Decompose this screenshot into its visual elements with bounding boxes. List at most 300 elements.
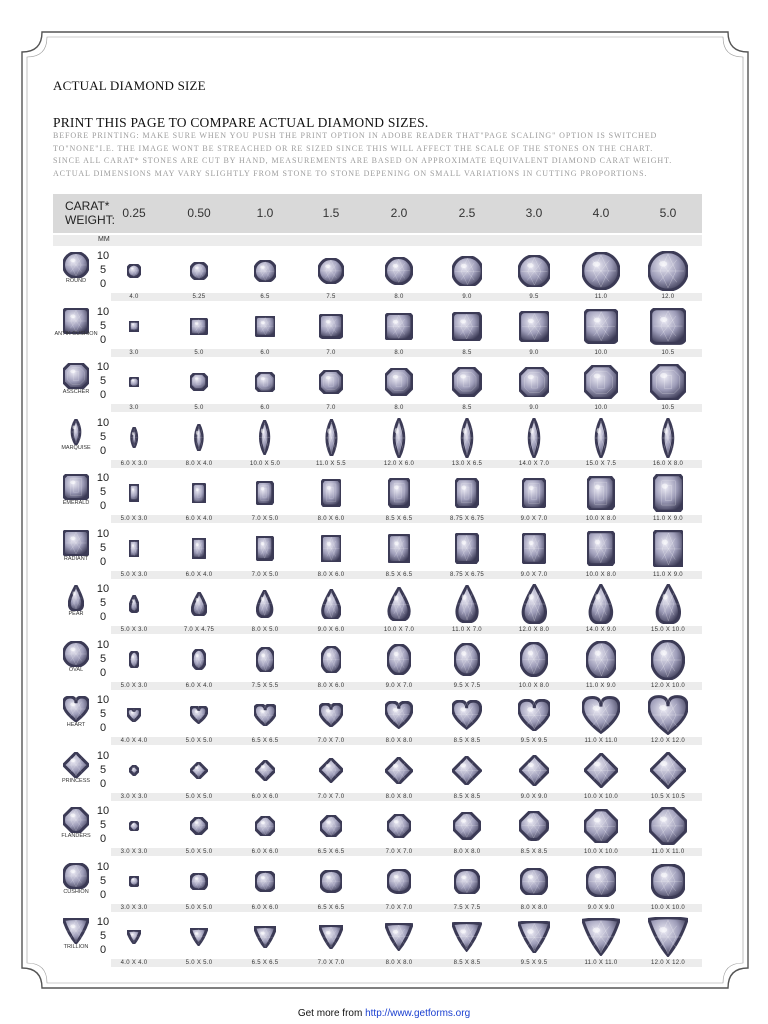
- scale-tick: 10: [96, 472, 110, 484]
- flanders-shape-icon: [61, 807, 91, 833]
- stone-dimension: 6.0 X 4.0: [185, 682, 213, 689]
- stone-dimension: 4.0 X 4.0: [120, 960, 148, 966]
- shape-row-heart: [53, 693, 702, 747]
- stone-dimension: 6.0: [260, 349, 270, 356]
- oval-stone: [651, 640, 684, 680]
- heart-stone: [127, 708, 141, 722]
- flanders-stone: [387, 814, 411, 838]
- radiant-stone: [321, 535, 342, 563]
- stone-dimension: 12.0 X 10.0: [651, 682, 685, 689]
- shape-row-emerald: [53, 471, 702, 525]
- oval-stone: [586, 641, 617, 679]
- stone-dimension: 7.0 X 7.0: [317, 960, 345, 966]
- stone-dimension: 4.0: [129, 294, 139, 300]
- stone-dimension: 5.0 X 5.0: [185, 960, 213, 966]
- radiant-stone: [256, 536, 273, 560]
- pear-stone: [256, 590, 273, 618]
- round-stone: [385, 257, 413, 285]
- stone-dimension: 9.0 X 7.0: [520, 571, 548, 578]
- stone-dimension: 6.0: [260, 405, 270, 411]
- stone-dimension: 15.0 X 7.5: [585, 460, 617, 467]
- footer-link[interactable]: http://www.getforms.org: [365, 1008, 471, 1019]
- scale-tick: 0: [99, 777, 107, 790]
- heart-stone: [648, 695, 688, 735]
- stone-dimension: 8.0: [394, 294, 404, 300]
- stone-dimension: 3.0: [129, 405, 139, 411]
- stone-dimension: 4.0 X 4.0: [120, 738, 148, 744]
- stone-dimension: 11.0 X 9.0: [586, 682, 616, 689]
- stone-dimension: 7.0 X 7.0: [317, 738, 345, 744]
- printing-notes: [53, 130, 703, 180]
- antik-stone: [255, 316, 276, 337]
- shape-row-flanders: [53, 804, 702, 858]
- stone-dimension: 6.0 X 4.0: [185, 516, 213, 522]
- scale-tick: 10: [96, 583, 110, 595]
- stone-dimension: 9.0 X 9.0: [587, 904, 615, 911]
- stone-dimension: 7.0 X 4.75: [183, 627, 215, 633]
- asscher-stone: [650, 364, 686, 400]
- stone-dimension: 12.0: [661, 294, 675, 300]
- round-stone: [190, 262, 208, 280]
- stone-dimension: 11.0 X 9.0: [653, 516, 683, 522]
- scale-tick: 5: [99, 652, 107, 665]
- princess-stone: [650, 752, 686, 788]
- flanders-stone: [453, 812, 481, 840]
- stone-dimension: 8.5: [462, 405, 472, 411]
- heart-stone: [582, 696, 620, 734]
- marquise-stone: [524, 418, 544, 458]
- marquise-stone: [591, 418, 611, 458]
- stone-dimension: 8.0 X 6.0: [317, 516, 345, 522]
- princess-stone: [584, 753, 618, 787]
- stone-dimension: 5.0 X 5.0: [185, 738, 213, 744]
- shape-name: ROUND: [65, 278, 87, 284]
- stone-dimension: 9.0 X 7.0: [520, 516, 548, 522]
- stone-dimension: 6.5 X 6.5: [251, 738, 279, 744]
- shape-name: FLANDERS: [61, 833, 91, 839]
- mm-unit-bar: [53, 235, 702, 246]
- stone-dimension: 3.0: [129, 349, 139, 356]
- oval-stone: [192, 649, 206, 670]
- scale-tick: 0: [99, 278, 107, 290]
- stone-dimension: 8.75 X 6.75: [450, 571, 484, 578]
- shape-row-marquise: [53, 416, 702, 470]
- heart-stone: [254, 704, 276, 726]
- scale-tick: 10: [96, 250, 110, 262]
- stone-dimension: 8.5 X 8.5: [520, 849, 548, 855]
- emerald-stone: [522, 478, 546, 509]
- stone-dimension: 9.0 X 9.0: [520, 793, 548, 800]
- princess-stone: [319, 758, 343, 782]
- marquise-stone: [389, 418, 409, 458]
- stone-dimension: 8.5: [462, 349, 472, 356]
- princess-stone: [190, 762, 207, 779]
- stone-dimension: 9.0 X 7.0: [385, 682, 413, 689]
- carat-column-header: 2.0: [390, 206, 408, 220]
- oval-stone: [129, 651, 139, 668]
- shape-name: OVAL: [68, 666, 84, 673]
- radiant-stone: [455, 533, 478, 563]
- scale-tick: 0: [99, 333, 107, 346]
- stone-dimension: 10.5: [661, 405, 675, 411]
- stone-dimension: 10.0: [594, 405, 608, 411]
- asscher-shape-icon: [61, 363, 91, 389]
- scale-tick: 5: [99, 319, 107, 332]
- scale-tick: 5: [99, 264, 107, 276]
- mm-scale: [96, 860, 110, 902]
- oval-stone: [387, 644, 411, 675]
- stone-dimension: 10.0 X 10.0: [651, 904, 685, 911]
- note-line: ACTUAL DIMENSIONS MAY VARY SLIGHTLY FROM STONE TO STONE DEPENING ON SMALL VARIATIONS IN CUTTING PROPORTIONS.: [53, 168, 648, 178]
- marquise-stone: [192, 424, 206, 452]
- stone-dimension: 10.0 X 10.0: [584, 849, 618, 855]
- stone-dimension: 12.0 X 12.0: [651, 738, 685, 744]
- stone-dimension: 9.0 X 6.0: [317, 627, 345, 633]
- scale-tick: 5: [99, 930, 107, 942]
- trillion-stone: [648, 917, 688, 957]
- marquise-stone: [457, 418, 477, 458]
- asscher-stone: [452, 367, 481, 396]
- mm-scale: [96, 638, 110, 680]
- stone-dimension: 11.0 X 11.0: [584, 738, 618, 744]
- emerald-stone: [455, 478, 478, 508]
- stone-dimension: 12.0 X 12.0: [651, 960, 685, 966]
- mm-scale: [96, 527, 110, 569]
- cushion-stone: [651, 864, 685, 898]
- page-title: ACTUAL DIAMOND SIZE: [53, 78, 206, 93]
- shape-name: RADIANT: [63, 555, 89, 562]
- round-stone: [648, 251, 688, 291]
- stone-dimension: 11.0 X 11.0: [584, 960, 618, 966]
- antik-stone: [319, 314, 343, 338]
- stone-dimension: 7.0: [326, 349, 336, 356]
- emerald-stone: [129, 484, 139, 501]
- stone-dimension: 6.0 X 6.0: [251, 904, 279, 911]
- heart-shape-icon: [61, 696, 91, 722]
- stone-dimension: 8.5 X 6.5: [385, 571, 413, 578]
- radiant-shape-icon: [61, 530, 91, 556]
- antik-stone: [452, 312, 481, 341]
- scale-tick: 10: [96, 916, 110, 928]
- pear-stone: [455, 585, 479, 623]
- stone-dimension: 11.0 X 9.0: [653, 571, 683, 578]
- stone-dimension: 5.0 X 5.0: [185, 849, 213, 855]
- stone-dimension: 5.0 X 3.0: [120, 516, 148, 522]
- stone-dimension: 12.0 X 6.0: [383, 460, 415, 467]
- princess-stone: [129, 765, 139, 775]
- pear-stone: [588, 584, 614, 624]
- marquise-stone: [256, 420, 273, 454]
- princess-stone: [385, 757, 413, 785]
- scale-tick: 5: [99, 708, 107, 720]
- flanders-stone: [519, 811, 548, 840]
- scale-tick: 0: [99, 722, 107, 734]
- cushion-stone: [320, 870, 342, 892]
- shape-row-antik: [53, 305, 702, 359]
- flanders-stone: [190, 817, 207, 834]
- cushion-stone: [190, 873, 207, 890]
- pear-stone: [387, 587, 411, 621]
- stone-dimension: 6.0 X 6.0: [251, 793, 279, 800]
- stone-dimension: 6.5 X 6.5: [317, 849, 345, 855]
- asscher-stone: [190, 373, 207, 390]
- stone-dimension: 16.0 X 8.0: [652, 460, 684, 467]
- asscher-stone: [129, 377, 139, 387]
- stone-dimension: 8.0 X 6.0: [317, 571, 345, 578]
- carat-column-header: 2.5: [458, 206, 476, 220]
- heart-stone: [452, 700, 481, 729]
- stone-dimension: 6.5 X 6.5: [251, 960, 279, 966]
- stone-dimension: 6.5 X 6.5: [317, 904, 345, 911]
- carat-column-header: 0.50: [187, 206, 211, 220]
- round-stone: [318, 258, 344, 284]
- stone-dimension: 7.0 X 7.0: [385, 904, 413, 911]
- stone-dimension: 8.0 X 8.0: [385, 793, 413, 800]
- stone-dimension: 8.5 X 8.5: [453, 793, 481, 800]
- cushion-stone: [586, 866, 617, 897]
- princess-stone: [255, 760, 276, 781]
- scale-tick: 0: [99, 666, 107, 679]
- round-stone: [518, 255, 551, 288]
- stone-dimension: 10.0 X 8.0: [585, 571, 617, 578]
- round-shape-icon: [61, 252, 91, 278]
- mm-scale: [96, 360, 110, 402]
- pear-stone: [129, 595, 139, 612]
- scale-tick: 0: [99, 944, 107, 956]
- stone-dimension: 5.0 X 3.0: [120, 627, 148, 633]
- heart-stone: [518, 699, 551, 732]
- princess-stone: [452, 756, 481, 785]
- scale-tick: 10: [96, 694, 110, 706]
- carat-column-header: 5.0: [659, 206, 677, 220]
- trillion-stone: [452, 922, 481, 951]
- trillion-stone: [582, 918, 620, 956]
- note-line: TO"NONE"I.E. THE IMAGE WONT BE STREACHED OR RE SIZED SINCE THIS WILL AFFECT THE SCALE OF THE STONES ON THE CHART.: [53, 143, 654, 153]
- emerald-shape-icon: [61, 474, 91, 500]
- mm-scale: [96, 249, 110, 291]
- carat-weight-header: [53, 194, 702, 233]
- trillion-shape-icon: [61, 918, 91, 944]
- stone-dimension: 9.0: [462, 294, 472, 300]
- scale-tick: 0: [99, 611, 107, 623]
- asscher-stone: [519, 367, 550, 398]
- round-stone: [254, 260, 276, 282]
- mm-scale: [96, 305, 110, 347]
- stone-dimension: 6.0 X 4.0: [185, 571, 213, 578]
- flanders-stone: [320, 815, 342, 837]
- mm-scale: [96, 582, 110, 624]
- scale-tick: 10: [96, 638, 110, 651]
- scale-tick: 0: [99, 833, 107, 845]
- mm-scale: [96, 416, 110, 458]
- cushion-stone: [454, 869, 480, 895]
- footer-prefix: Get more from: [297, 1008, 363, 1019]
- scale-tick: 5: [99, 375, 107, 387]
- scale-tick: 10: [96, 416, 110, 429]
- stone-dimension: 8.0 X 8.0: [385, 960, 413, 966]
- shape-row-round: [53, 249, 702, 303]
- stone-dimension: 8.0 X 5.0: [251, 627, 279, 633]
- note-line: BEFORE PRINTING: MAKE SURE WHEN YOU PUSH THE PRINT OPTION IN ADOBE READER THAT"PAGE SCALING" OPTION IS SWITCHED: [53, 131, 658, 140]
- stone-dimension: 6.5: [260, 294, 270, 300]
- stone-dimension: 8.0: [394, 349, 404, 356]
- heart-stone: [190, 706, 207, 723]
- scale-tick: 0: [99, 444, 107, 457]
- pear-stone: [655, 584, 682, 624]
- heart-stone: [319, 703, 343, 727]
- pear-stone: [521, 584, 548, 624]
- emerald-stone: [587, 476, 615, 510]
- stone-dimension: 10.0 X 7.0: [383, 627, 415, 633]
- trillion-stone: [254, 926, 276, 948]
- stone-dimension: 7.0 X 5.0: [251, 516, 279, 522]
- emerald-stone: [653, 474, 684, 512]
- scale-tick: 0: [99, 888, 107, 901]
- scale-tick: 10: [96, 361, 110, 373]
- shape-name: ANTIK CUSHION: [54, 330, 98, 337]
- stone-dimension: 9.5 X 9.5: [520, 960, 548, 966]
- shape-name: TRILLION: [63, 944, 89, 950]
- shape-row-radiant: [53, 527, 702, 581]
- stone-dimension: 8.0 X 4.0: [185, 460, 213, 467]
- shape-name: CUSHION: [63, 888, 89, 895]
- stone-dimension: 8.5 X 6.5: [385, 516, 413, 522]
- mm-unit-label: MM: [98, 236, 110, 243]
- shape-row-oval: [53, 638, 702, 692]
- oval-shape-icon: [61, 641, 91, 667]
- shape-row-pear: [53, 582, 702, 636]
- heart-stone: [385, 701, 413, 729]
- radiant-stone: [653, 530, 684, 568]
- marquise-stone: [658, 418, 678, 458]
- emerald-stone: [192, 483, 206, 504]
- stone-dimension: 10.0 X 8.0: [585, 516, 617, 522]
- shape-row-trillion: [53, 915, 702, 969]
- antik-stone: [650, 308, 686, 344]
- radiant-stone: [192, 538, 206, 559]
- carat-column-header: 1.5: [322, 206, 340, 220]
- scale-tick: 0: [99, 555, 107, 568]
- scale-tick: 5: [99, 597, 107, 609]
- shape-row-princess: [53, 749, 702, 803]
- stone-dimension: 9.0: [529, 405, 539, 411]
- oval-stone: [454, 643, 480, 676]
- trillion-stone: [518, 921, 551, 954]
- asscher-stone: [584, 365, 618, 399]
- stone-dimension: 15.0 X 10.0: [651, 627, 685, 633]
- stone-dimension: 7.5 X 7.5: [453, 904, 481, 911]
- pear-shape-icon: [61, 585, 91, 611]
- scale-tick: 5: [99, 763, 107, 776]
- marquise-shape-icon: [61, 419, 91, 445]
- stone-dimension: 7.0 X 5.0: [251, 571, 279, 578]
- stone-dimension: 8.0 X 8.0: [520, 904, 548, 911]
- stone-dimension: 10.0 X 10.0: [584, 793, 618, 800]
- emerald-stone: [256, 481, 273, 505]
- carat-column-header: 4.0: [592, 206, 610, 220]
- princess-shape-icon: [61, 752, 91, 778]
- stone-dimension: 5.0 X 3.0: [120, 571, 148, 578]
- trillion-stone: [127, 930, 141, 944]
- stone-dimension: 11.0 X 11.0: [651, 849, 685, 855]
- mm-scale: [96, 693, 110, 735]
- scale-tick: 5: [99, 541, 107, 554]
- note-line: SINCE ALL CARAT* STONES ARE CUT BY HAND, MEASUREMENTS ARE BASED ON APPROXIMATE EQUIVALENT DIAMOND CARAT WEIGHT.: [53, 156, 673, 165]
- stone-dimension: 9.5 X 7.5: [453, 682, 481, 689]
- flanders-stone: [584, 809, 618, 843]
- scale-tick: 10: [96, 749, 110, 762]
- scale-tick: 0: [99, 500, 107, 512]
- antik-stone: [129, 321, 139, 331]
- scale-tick: 5: [99, 486, 107, 498]
- shape-row-asscher: [53, 360, 702, 414]
- round-stone: [127, 264, 141, 278]
- carat-column-header: 3.0: [525, 206, 543, 220]
- stone-dimension: 10.0 X 5.0: [249, 460, 281, 467]
- stone-dimension: 7.0: [326, 405, 336, 411]
- stone-dimension: 3.0 X 3.0: [120, 849, 148, 855]
- stone-dimension: 9.0: [529, 349, 539, 356]
- stone-dimension: 8.5 X 8.5: [453, 738, 481, 744]
- scale-tick: 10: [96, 305, 110, 318]
- shape-name: HEART: [66, 722, 86, 728]
- scale-tick: 10: [96, 527, 110, 540]
- asscher-stone: [255, 372, 276, 393]
- shape-name: MARQUISE: [61, 444, 91, 451]
- antik-stone: [190, 318, 207, 335]
- stone-dimension: 7.5: [326, 294, 336, 300]
- stone-dimension: 9.5: [529, 294, 539, 300]
- mm-scale: [96, 915, 110, 957]
- stone-dimension: 10.0 X 8.0: [518, 682, 550, 689]
- marquise-stone: [322, 419, 341, 457]
- stone-dimension: 8.0: [394, 405, 404, 411]
- cushion-stone: [255, 871, 276, 892]
- shape-name: PRINCESS: [61, 777, 91, 784]
- stone-dimension: 11.0 X 5.5: [316, 460, 346, 467]
- shape-row-cushion: [53, 860, 702, 914]
- mm-scale: [96, 804, 110, 846]
- flanders-stone: [649, 807, 687, 845]
- emerald-stone: [321, 479, 342, 507]
- scale-tick: 10: [96, 805, 110, 817]
- radiant-stone: [388, 534, 410, 563]
- trillion-stone: [385, 923, 413, 951]
- stone-dimension: 14.0 X 7.0: [518, 460, 550, 467]
- stone-dimension: 8.0 X 6.0: [317, 682, 345, 689]
- stone-dimension: 7.0 X 7.0: [317, 793, 345, 800]
- stone-dimension: 10.5: [661, 349, 675, 356]
- shape-name: PEAR: [68, 611, 84, 617]
- pear-stone: [321, 589, 342, 620]
- stone-dimension: 5.0 X 5.0: [185, 904, 213, 911]
- stone-dimension: 6.0 X 3.0: [120, 460, 148, 467]
- scale-tick: 5: [99, 819, 107, 831]
- stone-dimension: 8.75 X 6.75: [450, 516, 484, 522]
- shape-name: ASSCHER: [62, 389, 90, 395]
- stone-dimension: 11.0 X 7.0: [452, 627, 482, 633]
- scale-tick: 5: [99, 430, 107, 443]
- stone-dimension: 5.25: [192, 294, 206, 300]
- shape-name: EMERALD: [62, 500, 90, 506]
- antik-stone: [584, 309, 618, 343]
- trillion-stone: [319, 925, 343, 949]
- stone-dimension: 12.0 X 8.0: [518, 627, 550, 633]
- antik-stone: [519, 311, 550, 342]
- carat-column-header: 0.25: [122, 206, 146, 220]
- mm-scale: [96, 471, 110, 513]
- carat-column-header: 1.0: [256, 206, 274, 220]
